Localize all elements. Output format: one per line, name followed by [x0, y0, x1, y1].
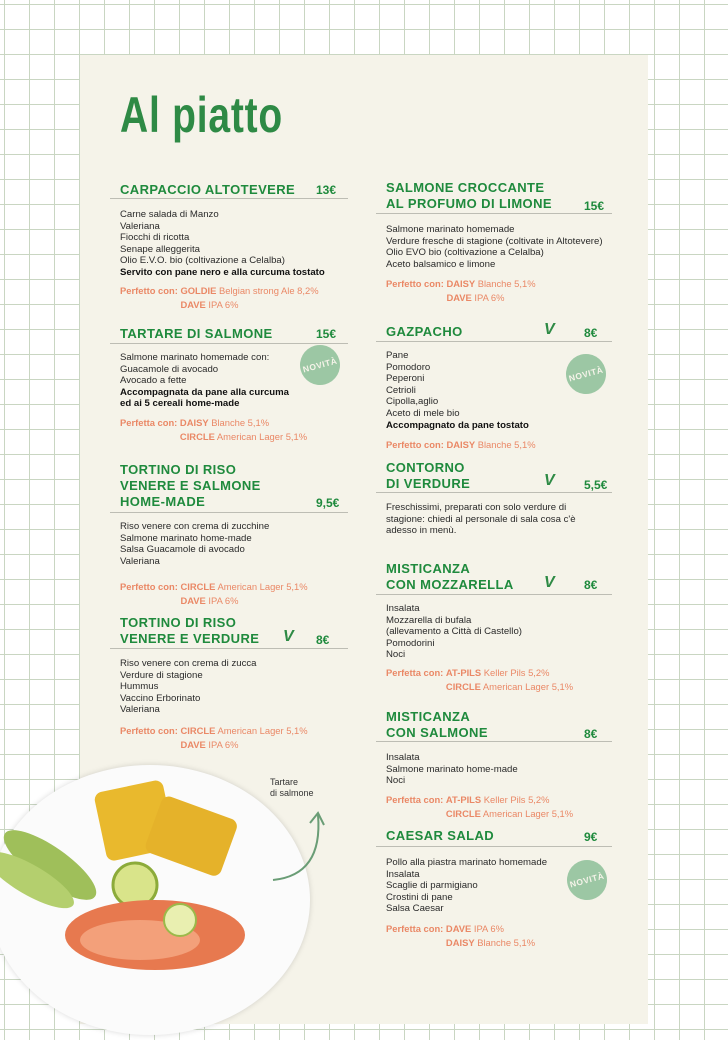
description-line: Valeriana: [120, 220, 160, 232]
description-line: Carne salada di Manzo: [120, 209, 219, 220]
beer-style: American Lager 5,1%: [217, 725, 308, 736]
beer-name: GOLDIE: [180, 285, 217, 296]
pairing-label: Perfetto con:: [120, 725, 178, 736]
pairing-line: [120, 284, 319, 298]
beer-name: DAVE: [445, 923, 472, 934]
description-line: Crostini di pane: [386, 891, 453, 903]
pairing-label: Perfetta con:: [386, 923, 444, 934]
description-line: Salmone marinato home-made: [120, 532, 252, 544]
beer-style: Keller Pils 5,2%: [483, 794, 550, 805]
divider: [110, 343, 348, 344]
beer-style: Belgian strong Ale 8,2%: [219, 285, 319, 296]
divider: [376, 846, 612, 847]
pairing-label: Perfetta con:: [386, 667, 444, 678]
dish-description: [120, 658, 257, 716]
dish-description: [120, 352, 289, 410]
dish-name: TARTARE DI SALMONE: [120, 326, 273, 341]
pairing-line: [120, 724, 308, 738]
divider: [110, 198, 348, 199]
description-line: Pomodorini: [386, 637, 435, 649]
description-line: Aceto balsamico e limone: [386, 258, 496, 270]
description-line: Pollo alla piastra marinato homemade: [386, 857, 548, 868]
description-line: Accompagnato da pane tostato: [386, 419, 529, 431]
divider: [376, 741, 612, 742]
dish-name: VENERE E VERDURE: [120, 631, 260, 646]
description-line: Salsa Caesar: [386, 903, 444, 915]
beer-pairing: [120, 724, 308, 752]
description-line: Olio E.V.O. bio (coltivazione a Celalba): [120, 255, 285, 267]
leaf-v-icon: V: [544, 472, 555, 489]
description-line: Valeriana: [120, 555, 160, 567]
dish-description: [120, 209, 325, 279]
pairing-line: [386, 277, 536, 291]
description-line: ed ai 5 cereali home-made: [120, 398, 240, 410]
beer-pairing: [120, 416, 307, 444]
dish-name: HOME-MADE: [120, 494, 206, 509]
dish-price: 8€: [584, 578, 598, 592]
beer-pairing: [386, 793, 573, 821]
dish-price: 15€: [584, 199, 605, 213]
leaf-v-icon: V: [544, 574, 555, 591]
pairing-label: Perfetto con:: [120, 581, 178, 592]
photo-caption: [270, 777, 314, 799]
beer-name: AT-PILS: [445, 794, 482, 805]
beer-name: AT-PILS: [445, 667, 482, 678]
divider: [376, 492, 612, 493]
dish-name: MISTICANZA: [386, 709, 471, 724]
dish-name: CONTORNO: [386, 460, 465, 475]
dish-price: 8€: [584, 326, 598, 340]
dish-name: AL PROFUMO DI LIMONE: [386, 196, 552, 211]
description-line: Riso venere con crema di zucca: [120, 658, 257, 669]
beer-name: DAISY: [446, 439, 476, 450]
beer-style: American Lager 5,1%: [482, 681, 574, 692]
description-line: Servito con pane nero e alla curcuma tostato: [120, 266, 325, 278]
pairing-label: Perfetto con:: [386, 439, 444, 450]
beer-style: IPA 6%: [474, 292, 505, 303]
pairing-line: [120, 416, 307, 430]
beer-style: American Lager 5,1%: [482, 808, 574, 819]
description-line: stagione: chiedi al personale di sala cosa c'è: [386, 513, 576, 525]
dish-price: 8€: [316, 633, 330, 647]
description-line: Cipolla,aglio: [386, 396, 439, 408]
dish-name: CAESAR SALAD: [386, 828, 495, 843]
dish-description: [386, 350, 529, 431]
beer-name: DAVE: [180, 299, 206, 310]
dish-name: CARPACCIO ALTOTEVERE: [120, 182, 296, 197]
beer-style: Blanche 5,1%: [477, 278, 536, 289]
pairing-line: [120, 430, 307, 444]
description-line: Riso venere con crema di zucchine: [120, 521, 270, 532]
dish-name: CON SALMONE: [386, 725, 488, 740]
beer-name: DAVE: [446, 292, 472, 303]
pairing-label: Perfetta con:: [120, 417, 178, 428]
beer-name: CIRCLE: [179, 431, 215, 442]
page-title: Al piatto: [120, 87, 284, 143]
beer-name: CIRCLE: [445, 681, 481, 692]
novita-badge: NOVITÀ: [563, 856, 612, 905]
description-line: Olio EVO bio (coltivazione a Celalba): [386, 247, 544, 259]
dish-description: [386, 752, 518, 787]
beer-name: DAVE: [180, 595, 206, 606]
description-line: Cetrioli: [386, 384, 416, 396]
dish-photo: [0, 765, 310, 1035]
beer-style: IPA 6%: [208, 739, 239, 750]
dish-price: 5,5€: [584, 478, 608, 492]
caption-line: Tartare: [270, 777, 299, 787]
pairing-line: [120, 594, 308, 608]
dish-description: [386, 502, 576, 537]
description-line: Insalata: [386, 752, 420, 763]
pairing-line: [120, 738, 308, 752]
description-line: Avocado a fette: [120, 375, 187, 387]
beer-style: IPA 6%: [208, 595, 239, 606]
dish-name: CON MOZZARELLA: [386, 577, 514, 592]
beer-name: CIRCLE: [180, 581, 216, 592]
divider: [376, 594, 612, 595]
description-line: Noci: [386, 649, 406, 661]
tartare-illustration: [0, 765, 310, 1035]
description-line: Insalata: [386, 603, 420, 614]
pairing-line: [386, 793, 573, 807]
beer-style: Keller Pils 5,2%: [483, 667, 550, 678]
pairing-line: [386, 291, 536, 305]
pairing-line: [120, 298, 319, 312]
beer-name: DAISY: [445, 937, 475, 948]
description-line: Pomodoro: [386, 361, 431, 373]
dish-description: [120, 521, 269, 567]
description-line: adesso in menù.: [386, 525, 457, 537]
description-line: Insalata: [386, 868, 420, 880]
description-line: Senape alleggerita: [120, 243, 201, 255]
pairing-line: [386, 666, 573, 680]
pairing-line: [386, 922, 535, 936]
description-line: Hummus: [120, 681, 159, 693]
description-line: Mozzarella di bufala: [386, 614, 472, 626]
pairing-label: Perfetto con:: [386, 278, 444, 289]
dish-price: 13€: [316, 183, 337, 197]
dish-name: SALMONE CROCCANTE: [386, 180, 545, 195]
dish-name: VENERE E SALMONE: [120, 478, 261, 493]
dish-price: 9€: [584, 830, 598, 844]
dish-name: GAZPACHO: [386, 324, 463, 339]
beer-style: Blanche 5,1%: [477, 937, 536, 948]
divider: [376, 341, 612, 342]
description-line: Vaccino Erborinato: [120, 692, 201, 704]
arrow-icon: [268, 805, 328, 885]
leaf-v-icon: V: [544, 321, 555, 338]
beer-name: CIRCLE: [180, 725, 216, 736]
dish-price: 8€: [584, 727, 598, 741]
description-line: Verdure di stagione: [120, 669, 203, 681]
beer-pairing: [120, 284, 319, 312]
beer-name: CIRCLE: [445, 808, 481, 819]
beer-pairing: [386, 666, 573, 694]
dish-name: DI VERDURE: [386, 476, 471, 491]
beer-name: DAISY: [179, 417, 209, 428]
beer-style: IPA 6%: [473, 923, 504, 934]
caption-line: di salmone: [270, 788, 314, 798]
dish-description: [386, 603, 522, 661]
beer-pairing: [386, 277, 536, 305]
description-line: Accompagnata da pane alla curcuma: [120, 386, 290, 398]
description-line: Verdure fresche di stagione (coltivate in Altotevere): [386, 235, 603, 247]
beer-pairing: [386, 438, 536, 452]
pairing-label: Perfetto con:: [120, 285, 178, 296]
beer-style: American Lager 5,1%: [216, 431, 308, 442]
beer-pairing: [120, 580, 308, 608]
description-line: Salmone marinato home-made: [386, 763, 518, 775]
description-line: (allevamento a Città di Castello): [386, 626, 522, 638]
pairing-label: Perfetta con:: [386, 794, 444, 805]
dish-description: [386, 224, 603, 270]
dish-name: TORTINO DI RISO: [120, 462, 237, 477]
pairing-line: [120, 580, 308, 594]
beer-style: American Lager 5,1%: [217, 581, 308, 592]
beer-name: DAVE: [180, 739, 206, 750]
dish-price: 9,5€: [316, 496, 340, 510]
dish-description: [386, 857, 547, 915]
novita-badge: NOVITÀ: [562, 350, 611, 399]
description-line: Salmone marinato homemade: [386, 224, 515, 235]
description-line: Noci: [386, 775, 406, 787]
description-line: Fiocchi di ricotta: [120, 232, 190, 244]
divider: [110, 512, 348, 513]
beer-pairing: [386, 922, 535, 950]
dish-name: MISTICANZA: [386, 561, 471, 576]
leaf-v-icon: V: [283, 628, 294, 645]
description-line: Peperoni: [386, 373, 425, 385]
dish-name: TORTINO DI RISO: [120, 615, 237, 630]
divider: [376, 213, 612, 214]
pairing-line: [386, 438, 536, 452]
novita-badge: NOVITÀ: [296, 341, 345, 390]
dish-price: 15€: [316, 327, 337, 341]
beer-style: Blanche 5,1%: [477, 439, 536, 450]
description-line: Valeriana: [120, 704, 160, 716]
description-line: Aceto di mele bio: [386, 407, 460, 419]
pairing-line: [386, 807, 573, 821]
beer-name: DAISY: [446, 278, 476, 289]
beer-style: Blanche 5,1%: [211, 417, 270, 428]
divider: [110, 648, 348, 649]
description-line: Freschissimi, preparati con solo verdure di: [386, 502, 567, 513]
pairing-line: [386, 680, 573, 694]
beer-style: IPA 6%: [208, 299, 239, 310]
description-line: Pane: [386, 350, 409, 361]
pairing-line: [386, 936, 535, 950]
description-line: Guacamole di avocado: [120, 363, 219, 375]
description-line: Salsa Guacamole di avocado: [120, 544, 245, 556]
description-line: Scaglie di parmigiano: [386, 880, 478, 892]
description-line: Salmone marinato homemade con:: [120, 352, 270, 363]
